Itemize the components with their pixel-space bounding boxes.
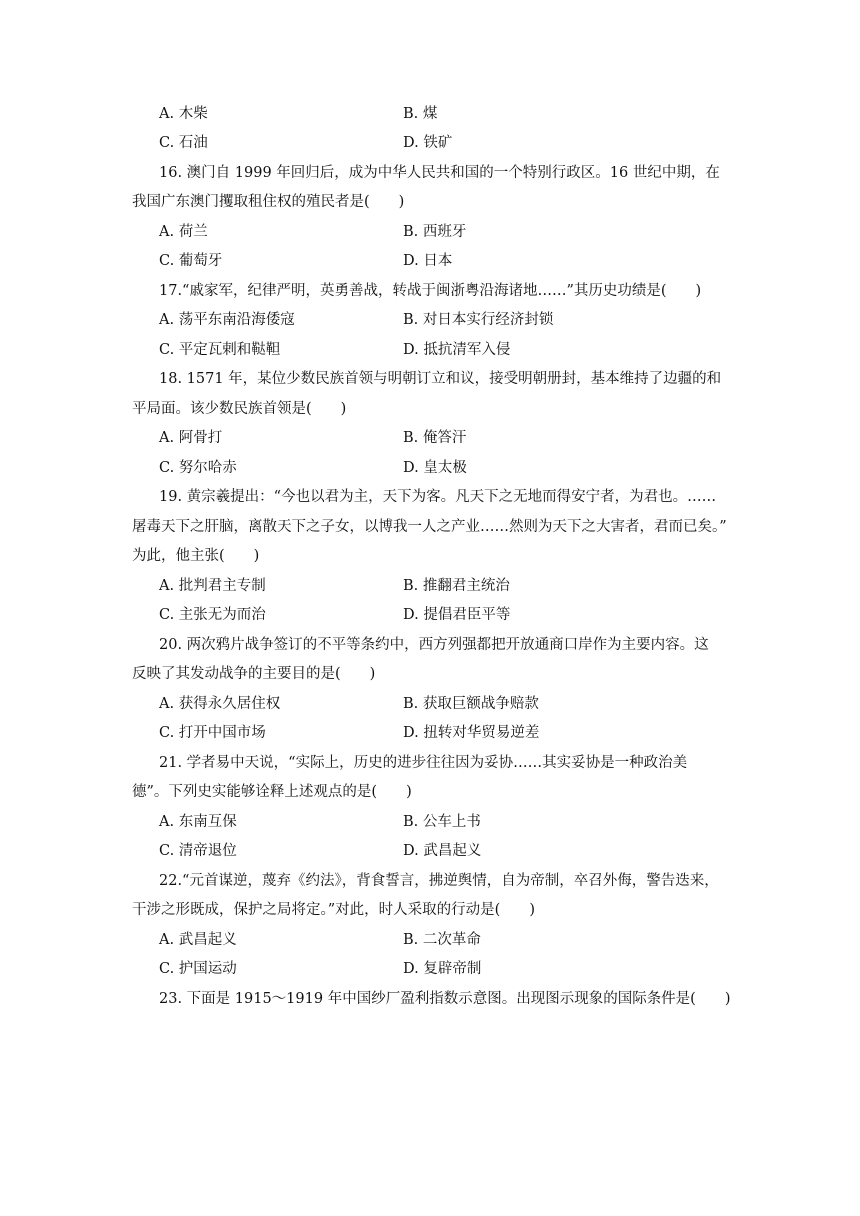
option-a: A. 武昌起义 <box>159 932 237 948</box>
question-17-stem-1: 17.“戚家军，纪律严明，英勇善战，转战于闽浙粤沿海诸地……”其历史功绩是( ) <box>159 283 702 299</box>
question-18-stem-1: 18. 1571 年，某位少数民族首领与明朝订立和议，接受明朝册封，基本维持了边疆的和 <box>159 371 722 387</box>
option-c: C. 石油 <box>159 135 208 151</box>
question-22-stem-2: 干涉之形既成，保护之局将定。”对此，时人采取的行动是( ) <box>132 902 535 918</box>
question-21-stem-2: 德”。下列史实能够诠释上述观点的是( ) <box>132 784 412 800</box>
question-21-stem-1: 21. 学者易中天说，“实际上，历史的进步往往因为妥协……其实妥协是一种政治美 <box>159 755 688 771</box>
question-19-stem-1: 19. 黄宗羲提出：“今也以君为主，天下为客。凡天下之无地而得安宁者，为君也。…… <box>159 489 717 505</box>
option-b: B. 获取巨额战争赔款 <box>403 696 539 712</box>
option-d: D. 提倡君臣平等 <box>403 607 511 623</box>
question-18-stem-2: 平局面。该少数民族首领是( ) <box>132 401 347 417</box>
option-c: C. 打开中国市场 <box>159 725 266 741</box>
question-19-stem-3: 为此，他主张( ) <box>132 548 260 564</box>
option-b: B. 公车上书 <box>403 814 481 830</box>
option-c: C. 护国运动 <box>159 961 237 977</box>
option-c: C. 葡萄牙 <box>159 253 223 269</box>
question-20-stem-2: 反映了其发动战争的主要目的是( ) <box>132 666 376 682</box>
option-c: C. 主张无为而治 <box>159 607 266 623</box>
option-d: D. 日本 <box>403 253 453 269</box>
option-d: D. 扭转对华贸易逆差 <box>403 725 540 741</box>
option-d: D. 皇太极 <box>403 460 467 476</box>
option-a: A. 阿骨打 <box>159 430 223 446</box>
option-d: D. 武昌起义 <box>403 843 482 859</box>
option-a: A. 获得永久居住权 <box>159 696 281 712</box>
option-b: B. 西班牙 <box>403 224 467 240</box>
option-d: D. 铁矿 <box>403 135 453 151</box>
option-a: A. 东南互保 <box>159 814 237 830</box>
option-a: A. 木柴 <box>159 106 208 122</box>
question-16-stem-2: 我国广东澳门攫取租住权的殖民者是( ) <box>132 194 405 210</box>
question-22-stem-1: 22.“元首谋逆，蔑弃《约法》，背食誓言，拂逆舆情，自为帝制，卒召外侮，警告迭来， <box>159 873 719 889</box>
option-c: C. 平定瓦剌和鞑靼 <box>159 342 281 358</box>
option-c: C. 清帝退位 <box>159 843 237 859</box>
option-b: B. 对日本实行经济封锁 <box>403 312 554 328</box>
option-a: A. 荷兰 <box>159 224 208 240</box>
option-b: B. 二次革命 <box>403 932 481 948</box>
option-c: C. 努尔哈赤 <box>159 460 237 476</box>
option-b: B. 俺答汗 <box>403 430 467 446</box>
question-16-stem-1: 16. 澳门自 1999 年回归后，成为中华人民共和国的一个特别行政区。16 世纪中期，在 <box>159 165 720 181</box>
question-23-stem-1: 23. 下面是 1915～1919 年中国纱厂盈利指数示意图。出现图示现象的国际条件是( ) <box>159 991 731 1007</box>
option-d: D. 复辟帝制 <box>403 961 482 977</box>
option-d: D. 抵抗清军入侵 <box>403 342 511 358</box>
question-20-stem-1: 20. 两次鸦片战争签订的不平等条约中，西方列强都把开放通商口岸作为主要内容。这 <box>159 637 709 653</box>
option-a: A. 荡平东南沿海倭寇 <box>159 312 295 328</box>
option-a: A. 批判君主专制 <box>159 578 266 594</box>
option-b: B. 推翻君主统治 <box>403 578 510 594</box>
option-b: B. 煤 <box>403 106 438 122</box>
question-19-stem-2: 屠毒天下之肝脑，离散天下之子女，以博我一人之产业……然则为天下之大害者，君而已矣。” <box>132 519 727 535</box>
